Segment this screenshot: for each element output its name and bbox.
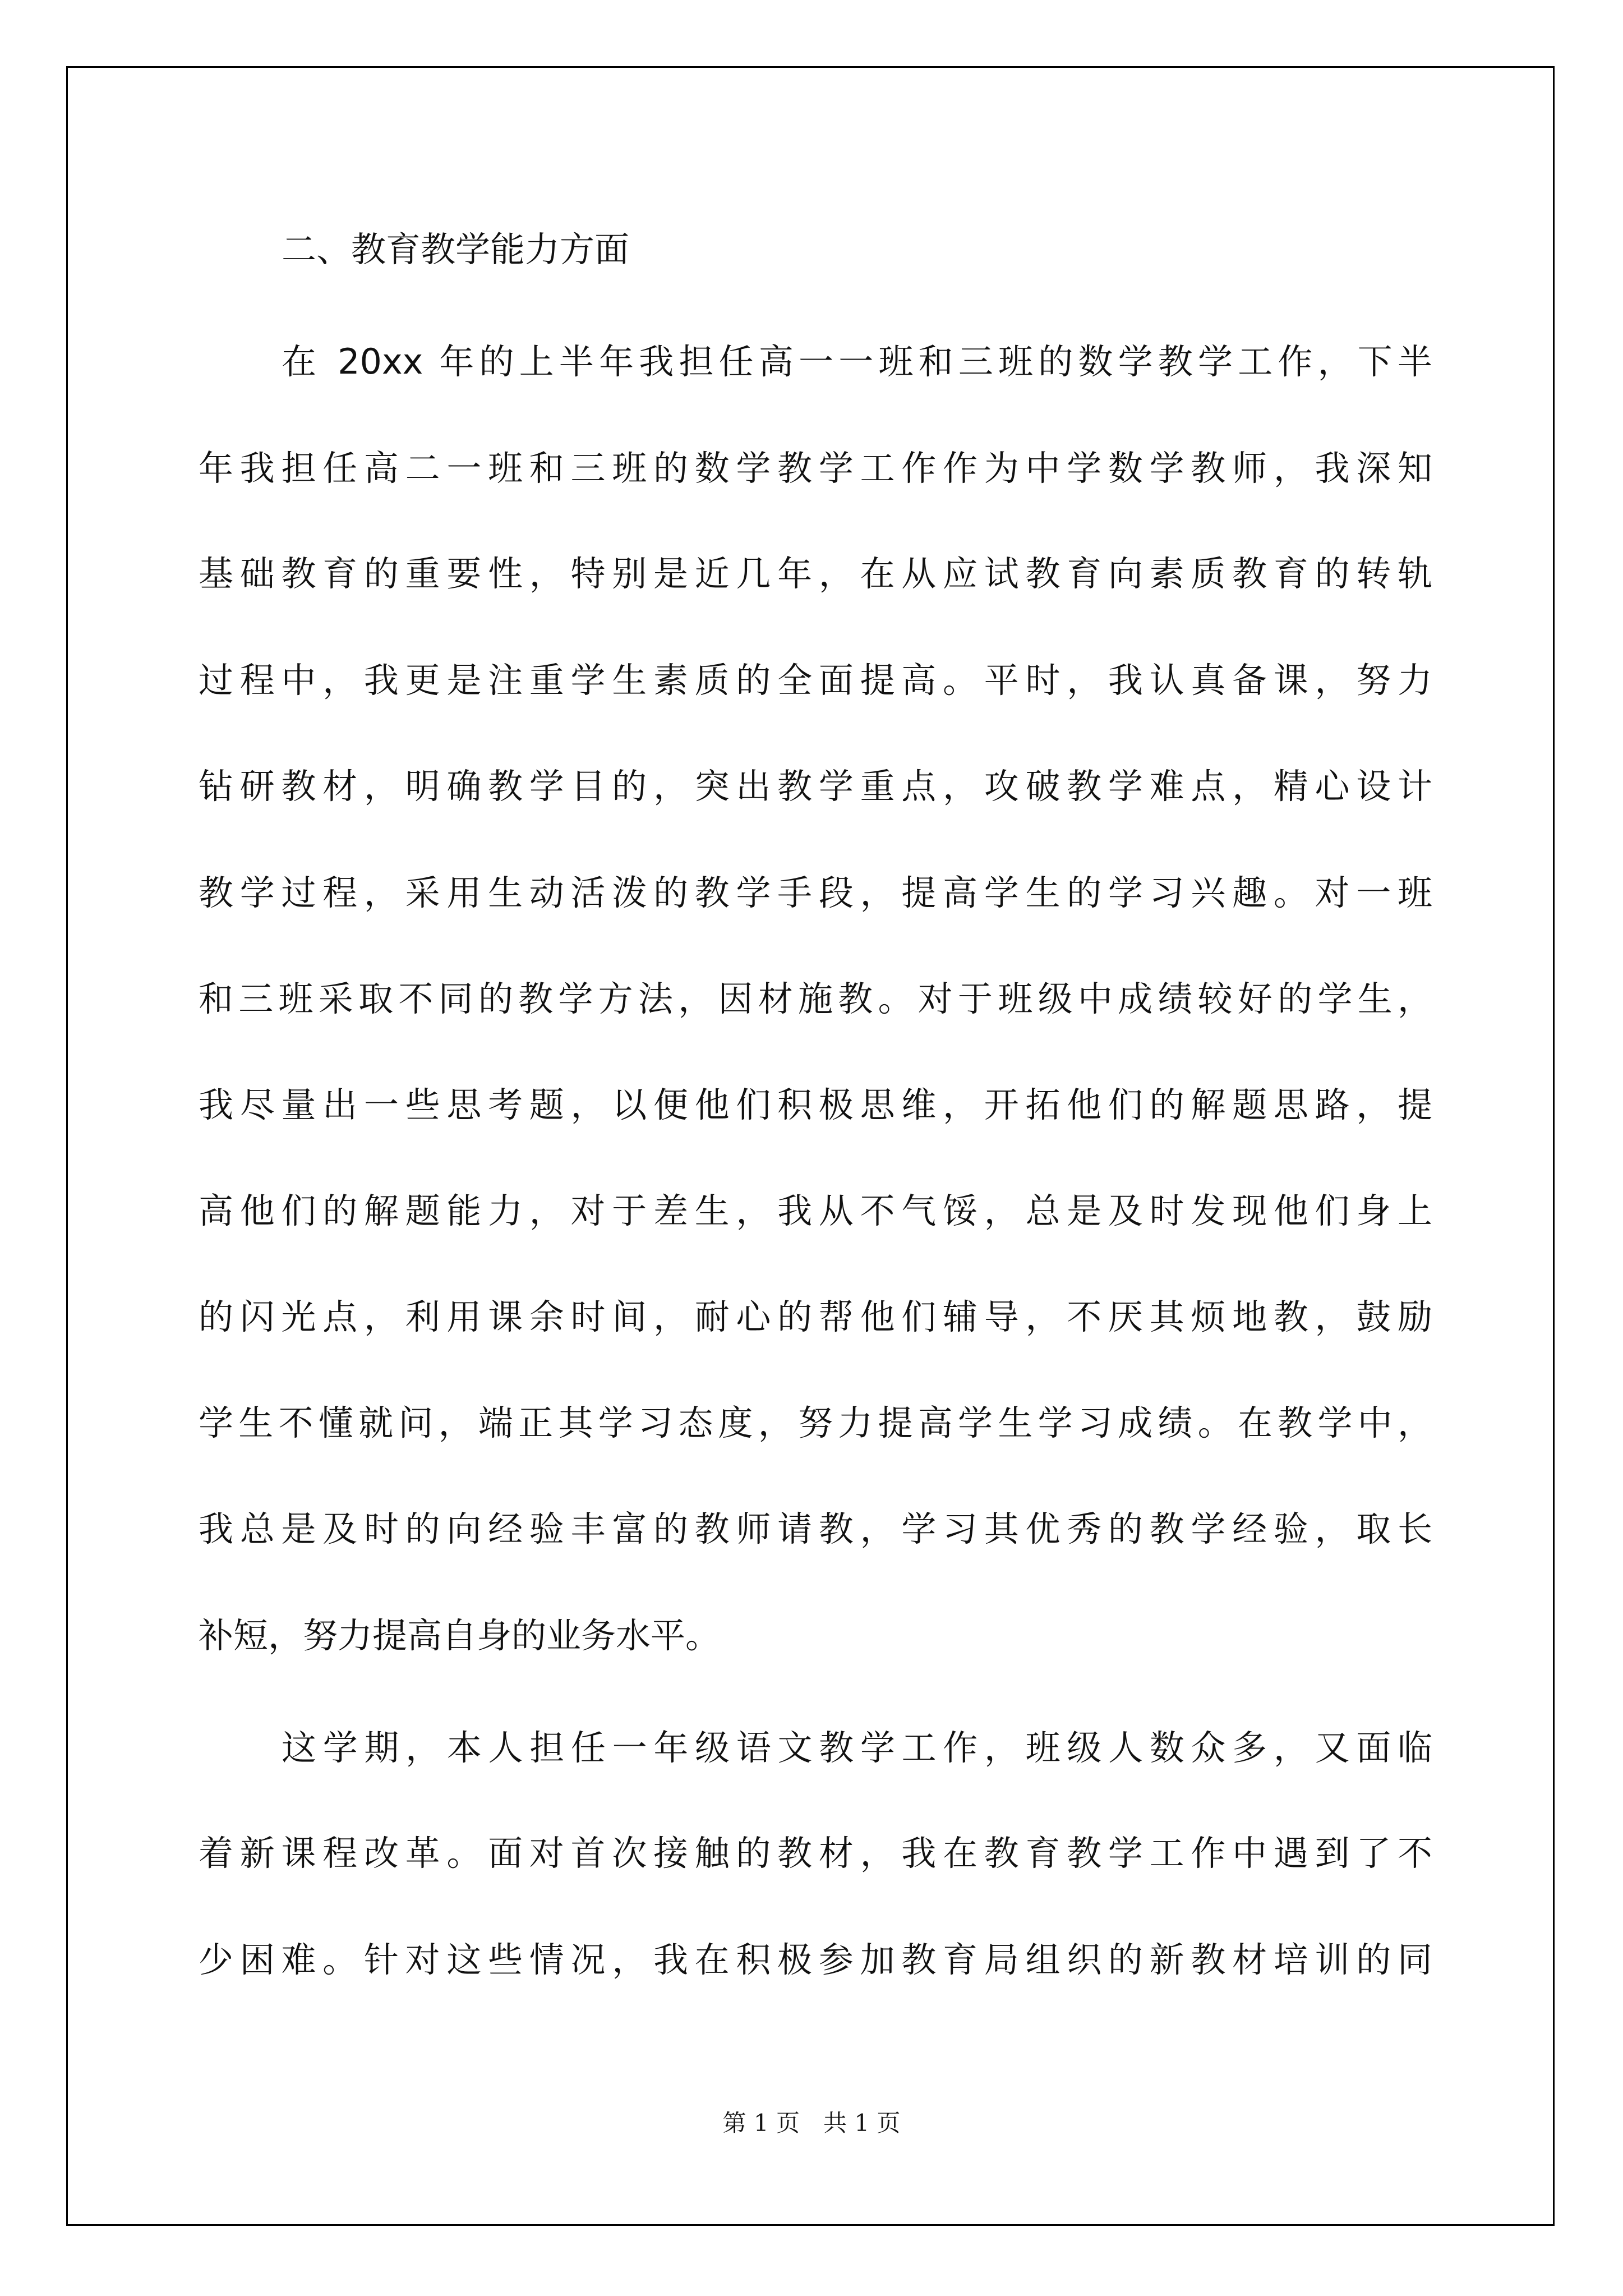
paragraph-1-line-7: 和三班采取不同的教学方法，因材施教。对于班级中成绩较好的学生， [199, 978, 1432, 1019]
page-number: 第 1 页 共 1 页 [722, 2109, 901, 2137]
paragraph-1-line-11: 学生不懂就问，端正其学习态度，努力提高学生学习成绩。在教学中， [199, 1402, 1432, 1443]
paragraph-1-line-13: 补短，努力提高自身的业务水平。 [199, 1615, 721, 1656]
paragraph-1-line-5: 钻研教材，明确教学目的，突出教学重点，攻破教学难点，精心设计 [199, 766, 1432, 807]
section-heading: 二、教育教学能力方面 [282, 229, 630, 270]
paragraph-1-line-3: 基础教育的重要性，特别是近几年，在从应试教育向素质教育的转轨 [199, 553, 1432, 594]
paragraph-2-line-2: 着新课程改革。面对首次接触的教材，我在教育教学工作中遇到了不 [199, 1833, 1432, 1874]
paragraph-2-line-3: 少困难。针对这些情况，我在积极参加教育局组织的新教材培训的同 [199, 1939, 1432, 1980]
paragraph-1-line-12: 我总是及时的向经验丰富的教师请教，学习其优秀的教学经验，取长 [199, 1508, 1432, 1549]
paragraph-1-line-2: 年我担任高二一班和三班的数学教学工作作为中学数学教师，我深知 [199, 448, 1432, 489]
paragraph-1-line-8: 我尽量出一些思考题，以便他们积极思维，开拓他们的解题思路，提 [199, 1084, 1432, 1125]
paragraph-1-line-1: 在 20xx 年的上半年我担任高一一班和三班的数学教学工作，下半 [282, 341, 1432, 382]
page-border [66, 66, 1555, 2226]
paragraph-1-line-10: 的闪光点，利用课余时间，耐心的帮他们辅导，不厌其烦地教，鼓励 [199, 1296, 1432, 1337]
paragraph-1-line-9: 高他们的解题能力，对于差生，我从不气馁，总是及时发现他们身上 [199, 1190, 1432, 1231]
paragraph-2-line-1: 这学期，本人担任一年级语文教学工作，班级人数众多，又面临 [282, 1727, 1432, 1768]
paragraph-1-line-6: 教学过程，采用生动活泼的教学手段，提高学生的学习兴趣。对一班 [199, 872, 1432, 913]
paragraph-1-line-4: 过程中，我更是注重学生素质的全面提高。平时，我认真备课，努力 [199, 660, 1432, 701]
